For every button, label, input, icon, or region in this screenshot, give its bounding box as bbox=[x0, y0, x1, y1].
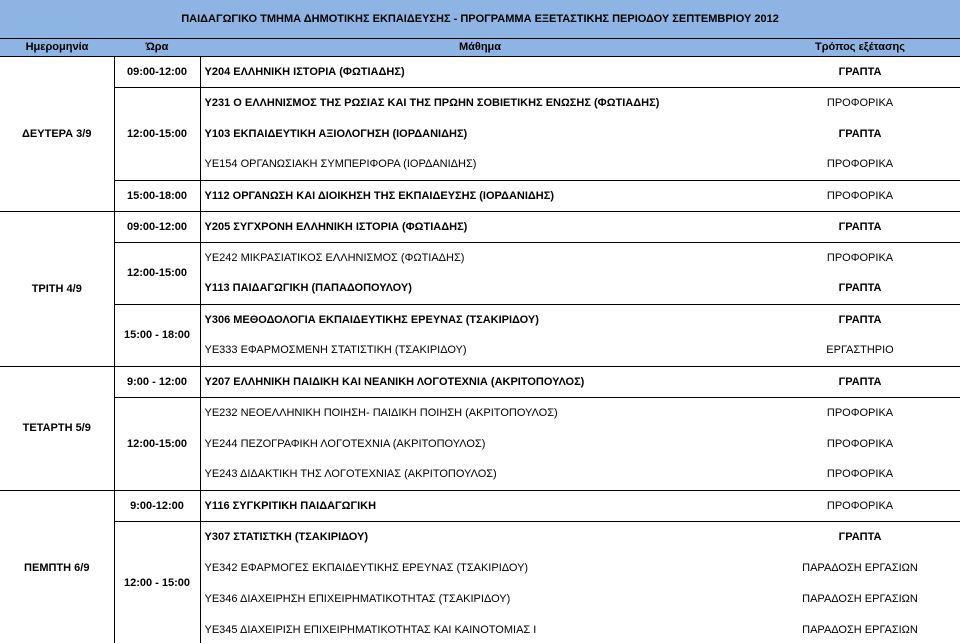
course-cell: Υ204 ΕΛΛΗΝΙΚΗ ΙΣΤΟΡΙΑ (ΦΩΤΙΑΔΗΣ) bbox=[200, 56, 760, 87]
header-date: Ημερομηνία bbox=[0, 38, 114, 56]
mode-cell: ΠΡΟΦΟΡΙΚΑ bbox=[826, 437, 894, 450]
course-cell: ΥΕ333 ΕΦΑΡΜΟΣΜΕΝΗ ΣΤΑΤΙΣΤΙΚΗ (ΤΣΑΚΙΡΙΔΟΥ) bbox=[200, 335, 760, 366]
course-cell: Υ307 ΣΤΑΤΙΣΤΚΗ (ΤΣΑΚΙΡΙΔΟΥ) bbox=[204, 530, 369, 543]
mode-cell: ΠΡΟΦΟΡΙΚΑ bbox=[760, 490, 960, 521]
table-row bbox=[0, 87, 960, 118]
table-row bbox=[0, 242, 960, 273]
time-cell: 9:00-12:00 bbox=[114, 490, 200, 521]
mode-cell: ΠΑΡΑΔΟΣΗ ΕΡΓΑΣΙΩΝ bbox=[802, 592, 918, 605]
mode-cell: ΠΡΟΦΟΡΙΚΑ bbox=[760, 180, 960, 211]
mode-cell: ΠΡΟΦΟΡΙΚΑ bbox=[826, 406, 894, 419]
mode-cell: ΠΡΟΦΟΡΙΚΑ bbox=[826, 251, 894, 264]
course-cell: ΥΕ342 ΕΦΑΡΜΟΓΕΣ ΕΚΠΑΙΔΕΥΤΙΚΗΣ ΕΡΕΥΝΑΣ (ΤΣΑΚΙΡΙΔΟΥ) bbox=[204, 561, 529, 574]
course-cell: Υ205 ΣΥΓΧΡΟΝΗ ΕΛΛΗΝΙΚΗ ΙΣΤΟΡΙΑ (ΦΩΤΙΑΔΗΣ) bbox=[200, 211, 760, 242]
table-row bbox=[0, 490, 960, 521]
course-cell: Υ116 ΣΥΓΚΡΙΤΙΚΗ ΠΑΙΔΑΓΩΓΙΚΗ bbox=[200, 490, 760, 521]
mode-cell: ΠΡΟΦΟΡΙΚΑ bbox=[826, 96, 894, 109]
page-title: ΠΑΙΔΑΓΩΓΙΚΟ ΤΜΗΜΑ ΔΗΜΟΤΙΚΗΣ ΕΚΠΑΙΔΕΥΣΗΣ - ΠΡΟΓΡΑΜΜΑ ΕΞΕΤΑΣΤΙΚΗΣ ΠΕΡΙΟΔΟΥ ΣΕΠΤΕΜΒΡΙΟΥ 2012 bbox=[0, 0, 960, 38]
table-row bbox=[0, 180, 960, 211]
mode-cell: ΓΡΑΠΤΑ bbox=[760, 366, 960, 397]
mode-cell: ΠΑΡΑΔΟΣΗ ΕΡΓΑΣΙΩΝ bbox=[802, 561, 918, 574]
time-cell: 09:00-12:00 bbox=[114, 56, 200, 87]
day-cell: ΔΕΥΤΕΡΑ 3/9 bbox=[0, 56, 114, 211]
time-cell: 12:00-15:00 bbox=[114, 242, 200, 304]
table-row bbox=[0, 521, 960, 552]
mode-cell: ΠΡΟΦΟΡΙΚΑ bbox=[760, 149, 960, 180]
table-row bbox=[0, 366, 960, 397]
time-cell: 15:00-18:00 bbox=[114, 180, 200, 211]
table-row bbox=[0, 56, 960, 87]
time-cell: 09:00-12:00 bbox=[114, 211, 200, 242]
day-cell: ΠΕΜΠΤΗ 6/9 bbox=[0, 490, 114, 643]
mode-cell: ΠΑΡΑΔΟΣΗ ΕΡΓΑΣΙΩΝ bbox=[802, 623, 918, 636]
day-cell: ΤΕΤΑΡΤΗ 5/9 bbox=[0, 366, 114, 490]
course-cell: ΥΕ244 ΠΕΖΟΓΡΑΦΙΚΗ ΛΟΓΟΤΕΧΝΙΑ (ΑΚΡΙΤΟΠΟΥΛΟΣ) bbox=[204, 437, 486, 450]
time-cell: 12:00-15:00 bbox=[114, 87, 200, 180]
time-cell: 9:00 - 12:00 bbox=[114, 366, 200, 397]
table-row bbox=[0, 304, 960, 335]
course-cell: ΥΕ154 ΟΡΓΑΝΩΣΙΑΚΗ ΣΥΜΠΕΡΙΦΟΡΑ (ΙΟΡΔΑΝΙΔΗΣ) bbox=[200, 149, 760, 180]
time-cell: 12:00 - 15:00 bbox=[114, 521, 200, 643]
course-cell: ΥΕ232 ΝΕΟΕΛΛΗΝΙΚΗ ΠΟΙΗΣΗ- ΠΑΙΔΙΚΗ ΠΟΙΗΣΗ (ΑΚΡΙΤΟΠΟΥΛΟΣ) bbox=[204, 406, 558, 419]
course-cell: Υ207 ΕΛΛΗΝΙΚΗ ΠΑΙΔΙΚΗ ΚΑΙ ΝΕΑΝΙΚΗ ΛΟΓΟΤΕΧΝΙΑ (ΑΚΡΙΤΟΠΟΥΛΟΣ) bbox=[200, 366, 760, 397]
course-cell: ΥΕ243 ΔΙΔΑΚΤΙΚΗ ΤΗΣ ΛΟΓΟΤΕΧΝΙΑΣ (ΑΚΡΙΤΟΠΟΥΛΟΣ) bbox=[200, 459, 760, 490]
mode-cell: ΓΡΑΠΤΑ bbox=[838, 530, 882, 543]
mode-cell: ΕΡΓΑΣΤΗΡΙΟ bbox=[760, 335, 960, 366]
course-cell: Υ112 ΟΡΓΑΝΩΣΗ ΚΑΙ ΔΙΟΙΚΗΣΗ ΤΗΣ ΕΚΠΑΙΔΕΥΣΗΣ (ΙΟΡΔΑΝΙΔΗΣ) bbox=[200, 180, 760, 211]
header-row bbox=[0, 38, 960, 56]
course-cell: ΥΕ345 ΔΙΑΧΕΙΡΙΣΗ ΕΠΙΧΕΙΡΗΜΑΤΙΚΟΤΗΤΑΣ ΚΑΙ ΚΑΙΝΟΤΟΜΙΑΣ Ι bbox=[204, 623, 537, 636]
table-row bbox=[0, 211, 960, 242]
mode-cell: ΓΡΑΠΤΑ bbox=[760, 56, 960, 87]
course-cell: ΥΕ346 ΔΙΑΧΕΙΡΗΣΗ ΕΠΙΧΕΙΡΗΜΑΤΙΚΟΤΗΤΑΣ (ΤΣΑΚΙΡΙΔΟΥ) bbox=[204, 592, 511, 605]
course-cell: Υ306 ΜΕΘΟΔΟΛΟΓΙΑ ΕΚΠΑΙΔΕΥΤΙΚΗΣ ΕΡΕΥΝΑΣ (ΤΣΑΚΙΡΙΔΟΥ) bbox=[204, 313, 539, 326]
header-mode: Τρόπος εξέτασης bbox=[760, 38, 960, 56]
mode-cell: ΠΡΟΦΟΡΙΚΑ bbox=[760, 459, 960, 490]
time-cell: 12:00-15:00 bbox=[114, 397, 200, 490]
day-cell: ΤΡΙΤΗ 4/9 bbox=[0, 211, 114, 366]
header-time: Ώρα bbox=[114, 38, 200, 56]
course-cell: Υ113 ΠΑΙΔΑΓΩΓΙΚΗ (ΠΑΠΑΔΟΠΟΥΛΟΥ) bbox=[200, 273, 760, 304]
mode-cell: ΓΡΑΠΤΑ bbox=[760, 273, 960, 304]
course-cell: ΥΕ242 ΜΙΚΡΑΣΙΑΤΙΚΟΣ ΕΛΛΗΝΙΣΜΟΣ (ΦΩΤΙΑΔΗΣ) bbox=[204, 251, 465, 264]
mode-cell: ΓΡΑΠΤΑ bbox=[838, 313, 882, 326]
time-cell: 15:00 - 18:00 bbox=[114, 304, 200, 366]
title-row bbox=[0, 0, 960, 38]
mode-cell: ΓΡΑΠΤΑ bbox=[838, 127, 882, 140]
table-row bbox=[0, 397, 960, 428]
course-cell: Υ103 ΕΚΠΑΙΔΕΥΤΙΚΗ ΑΞΙΟΛΟΓΗΣΗ (ΙΟΡΔΑΝΙΔΗΣ) bbox=[204, 127, 468, 140]
mode-cell: ΓΡΑΠΤΑ bbox=[760, 211, 960, 242]
header-course: Μάθημα bbox=[200, 38, 760, 56]
course-cell: Υ231 Ο ΕΛΛΗΝΙΣΜΟΣ ΤΗΣ ΡΩΣΙΑΣ ΚΑΙ ΤΗΣ ΠΡΩΗΝ ΣΟΒΙΕΤΙΚΗΣ ΕΝΩΣΗΣ (ΦΩΤΙΑΔΗΣ) bbox=[204, 96, 660, 109]
